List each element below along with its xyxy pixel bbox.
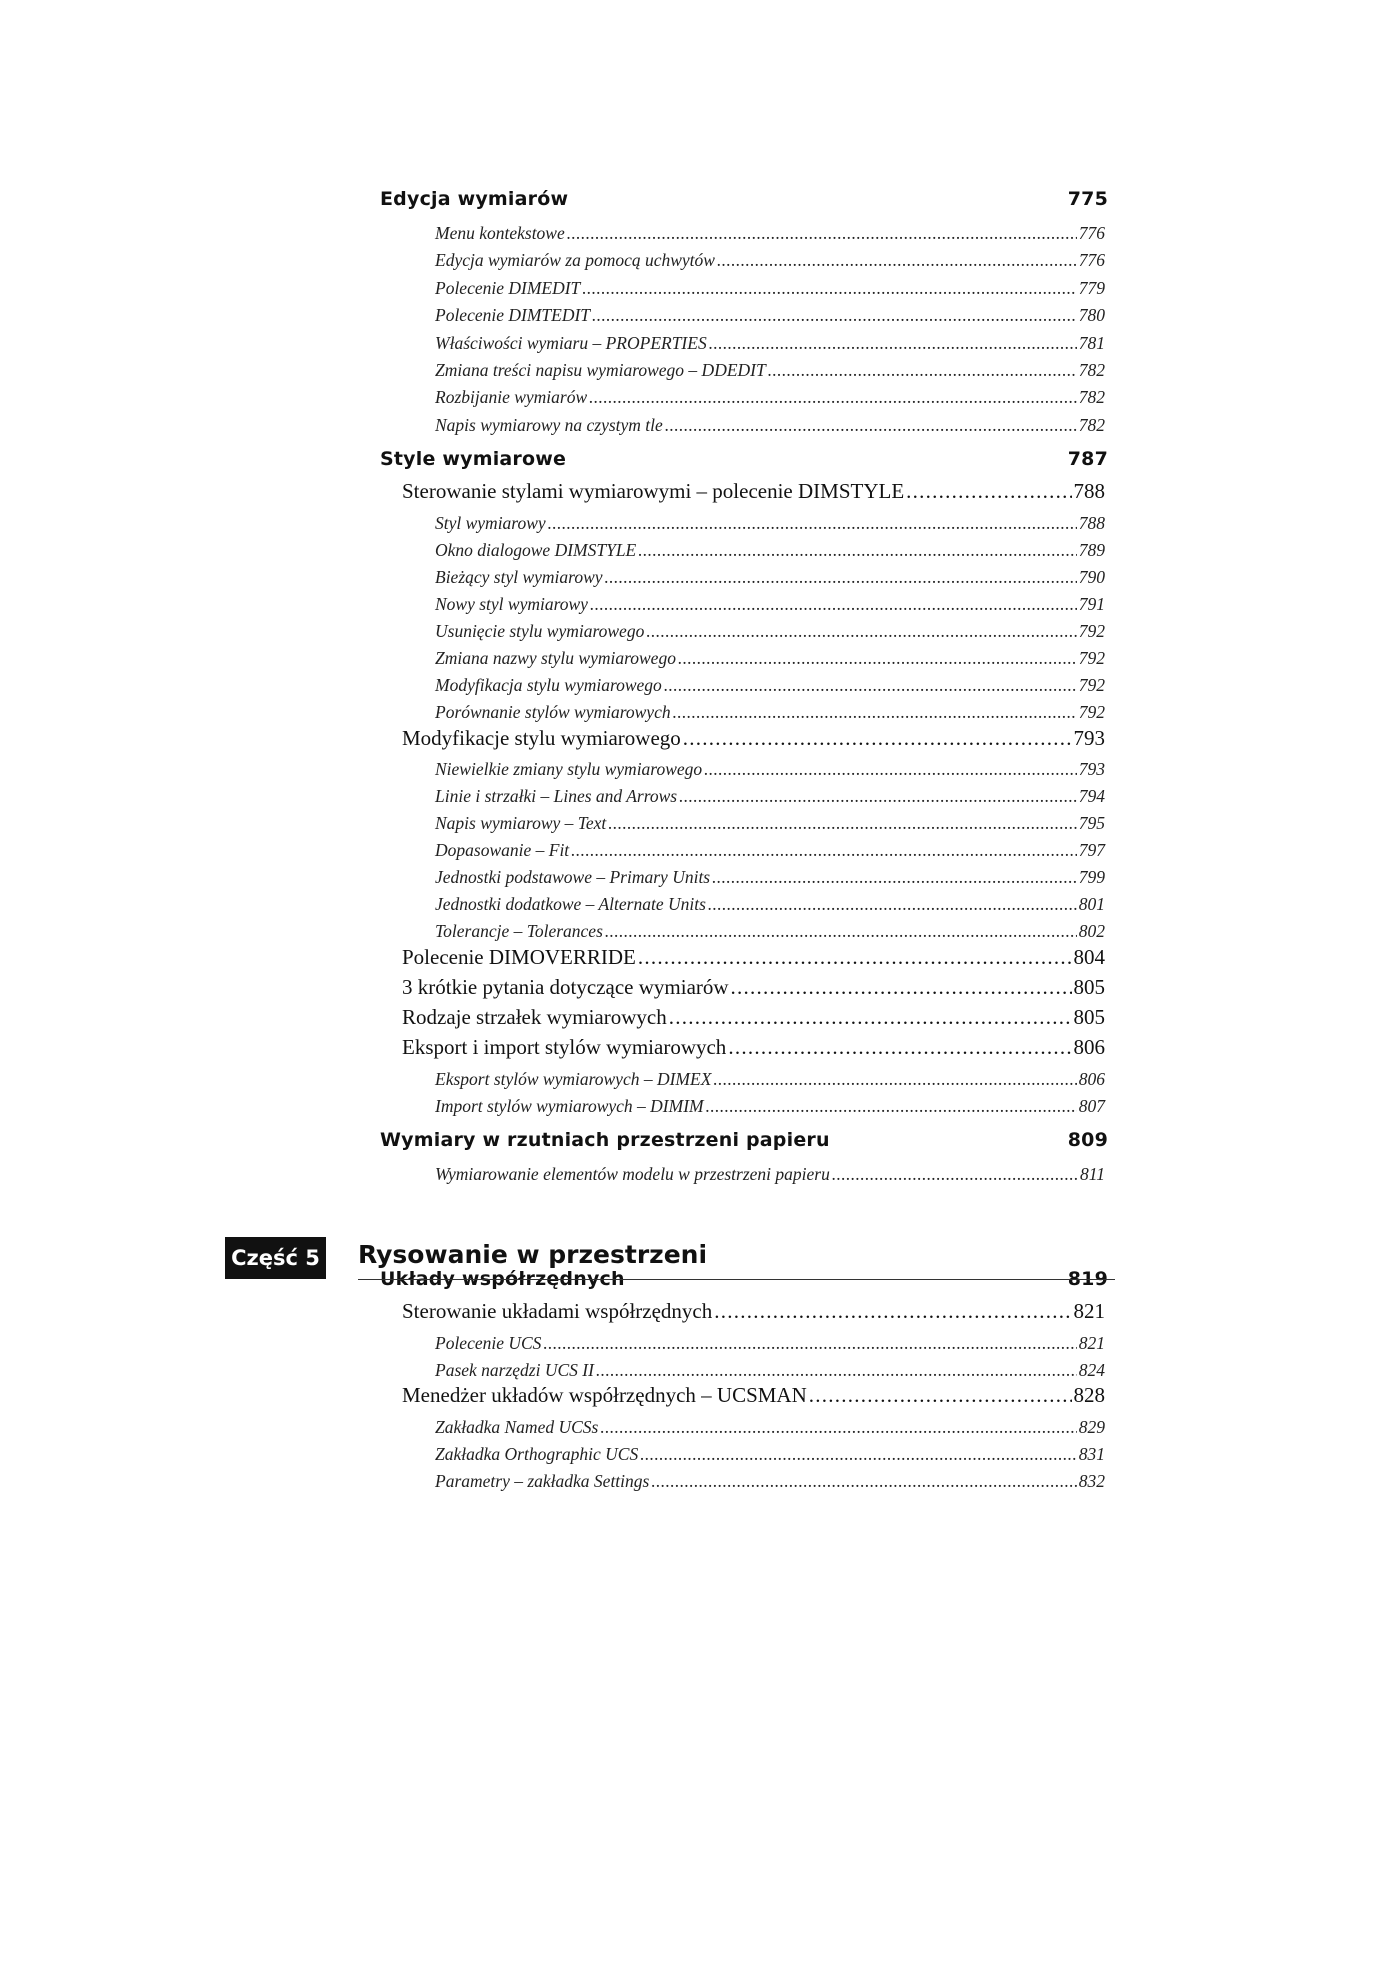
dot-leader xyxy=(665,415,1077,436)
entry-page-number: 790 xyxy=(1078,567,1105,587)
chapter-page-number: 775 xyxy=(1067,188,1108,210)
toc-subsection-entry[interactable] xyxy=(435,1444,1105,1465)
entry-page-number: 782 xyxy=(1078,387,1105,407)
toc-subsection-entry[interactable] xyxy=(435,867,1105,888)
entry-title: Rodzaje strzałek wymiarowych xyxy=(402,1005,667,1029)
dot-leader xyxy=(638,540,1077,561)
part-divider xyxy=(358,1279,1115,1280)
entry-page-number: 804 xyxy=(1073,945,1105,969)
entry-title: Modyfikacje stylu wymiarowego xyxy=(402,726,681,750)
entry-page-number: 791 xyxy=(1078,594,1105,614)
entry-page-number: 776 xyxy=(1078,250,1105,270)
entry-title: Menu kontekstowe xyxy=(435,223,565,243)
entry-title: Usunięcie stylu wymiarowego xyxy=(435,621,645,641)
dot-leader xyxy=(596,1360,1077,1381)
entry-title: Sterowanie układami współrzędnych xyxy=(402,1299,713,1323)
entry-page-number: 811 xyxy=(1080,1164,1105,1184)
dot-leader xyxy=(714,1299,1071,1324)
toc-subsection-entry[interactable] xyxy=(435,1096,1105,1117)
entry-title: Sterowanie stylami wymiarowymi – polecenie DIMSTYLE xyxy=(402,479,905,503)
toc-subsection-entry[interactable] xyxy=(435,840,1105,861)
entry-page-number: 792 xyxy=(1078,675,1105,695)
dot-leader xyxy=(600,1417,1076,1438)
entry-page-number: 793 xyxy=(1073,726,1105,750)
toc-subsection-entry[interactable] xyxy=(435,1471,1105,1492)
toc-section-entry[interactable] xyxy=(402,975,1105,1000)
toc-subsection-entry[interactable] xyxy=(435,567,1105,588)
dot-leader xyxy=(605,567,1077,588)
toc-subsection-entry[interactable] xyxy=(435,305,1105,326)
entry-page-number: 806 xyxy=(1078,1069,1105,1089)
entry-title: Napis wymiarowy na czystym tle xyxy=(435,415,663,435)
toc-subsection-entry[interactable] xyxy=(435,333,1105,354)
entry-title: Napis wymiarowy – Text xyxy=(435,813,607,833)
dot-leader xyxy=(651,1471,1076,1492)
chapter-heading[interactable] xyxy=(0,180,1400,218)
chapter-heading[interactable] xyxy=(0,1121,1400,1159)
toc-subsection-entry[interactable] xyxy=(435,648,1105,669)
entry-page-number: 795 xyxy=(1078,813,1105,833)
dot-leader xyxy=(679,786,1077,807)
entry-title: Niewielkie zmiany stylu wymiarowego xyxy=(435,759,703,779)
toc-section-entry[interactable] xyxy=(402,1299,1105,1324)
toc-subsection-entry[interactable] xyxy=(435,1164,1105,1185)
entry-title: Linie i strzałki – Lines and Arrows xyxy=(435,786,678,806)
dot-leader xyxy=(706,1096,1077,1117)
dot-leader xyxy=(683,726,1072,751)
entry-page-number: 805 xyxy=(1073,975,1105,999)
toc-subsection-entry[interactable] xyxy=(435,921,1105,942)
dot-leader xyxy=(709,333,1077,354)
dot-leader xyxy=(548,513,1077,534)
entry-page-number: 781 xyxy=(1078,333,1105,353)
toc-subsection-entry[interactable] xyxy=(435,1417,1105,1438)
toc-subsection-entry[interactable] xyxy=(435,513,1105,534)
entry-page-number: 799 xyxy=(1078,867,1105,887)
toc-subsection-entry[interactable] xyxy=(435,250,1105,271)
entry-title: Tolerancje – Tolerances xyxy=(435,921,603,941)
entry-title: Polecenie DIMTEDIT xyxy=(435,305,591,325)
toc-subsection-entry[interactable] xyxy=(435,387,1105,408)
entry-page-number: 779 xyxy=(1078,278,1105,298)
entry-title: Menedżer układów współrzędnych – UCSMAN xyxy=(402,1383,807,1407)
dot-leader xyxy=(768,360,1077,381)
entry-page-number: 789 xyxy=(1078,540,1105,560)
entry-page-number: 782 xyxy=(1078,415,1105,435)
entry-title: Rozbijanie wymiarów xyxy=(435,387,588,407)
toc-subsection-entry[interactable] xyxy=(435,786,1105,807)
entry-title: Modyfikacja stylu wymiarowego xyxy=(435,675,662,695)
toc-subsection-entry[interactable] xyxy=(435,1069,1105,1090)
entry-title: Jednostki dodatkowe – Alternate Units xyxy=(435,894,706,914)
toc-subsection-entry[interactable] xyxy=(435,278,1105,299)
entry-title: Polecenie DIMOVERRIDE xyxy=(402,945,636,969)
entry-page-number: 776 xyxy=(1078,223,1105,243)
chapter-heading[interactable] xyxy=(0,440,1400,478)
toc-subsection-entry[interactable] xyxy=(435,594,1105,615)
toc-section-entry[interactable] xyxy=(402,726,1105,751)
dot-leader xyxy=(590,594,1077,615)
dot-leader xyxy=(646,621,1076,642)
toc-subsection-entry[interactable] xyxy=(435,360,1105,381)
toc-section-entry[interactable] xyxy=(402,1005,1105,1030)
dot-leader xyxy=(713,1069,1076,1090)
entry-title: Polecenie UCS xyxy=(435,1333,542,1353)
entry-page-number: 821 xyxy=(1078,1333,1105,1353)
entry-title: Porównanie stylów wymiarowych xyxy=(435,702,671,722)
entry-page-number: 805 xyxy=(1073,1005,1105,1029)
dot-leader xyxy=(567,223,1077,244)
toc-subsection-entry[interactable] xyxy=(435,894,1105,915)
dot-leader xyxy=(571,840,1077,861)
entry-title: Polecenie DIMEDIT xyxy=(435,278,581,298)
part-label-box xyxy=(225,1237,326,1279)
chapter-title: Układy współrzędnych xyxy=(380,1268,625,1290)
toc-subsection-entry[interactable] xyxy=(435,675,1105,696)
dot-leader xyxy=(731,975,1072,1000)
chapter-title: Wymiary w rzutniach przestrzeni papieru xyxy=(380,1129,830,1151)
entry-title: Wymiarowanie elementów modelu w przestrzeni papieru xyxy=(435,1164,830,1184)
dot-leader xyxy=(605,921,1077,942)
entry-page-number: 828 xyxy=(1073,1383,1105,1407)
entry-title: Pasek narzędzi UCS II xyxy=(435,1360,594,1380)
entry-title: Parametry – zakładka Settings xyxy=(435,1471,650,1491)
entry-page-number: 788 xyxy=(1078,513,1105,533)
chapter-page-number: 819 xyxy=(1067,1268,1108,1290)
part-title: Rysowanie w przestrzeni xyxy=(358,1240,708,1269)
entry-title: Styl wymiarowy xyxy=(435,513,546,533)
entry-title: Jednostki podstawowe – Primary Units xyxy=(435,867,711,887)
entry-title: Eksport i import stylów wymiarowych xyxy=(402,1035,727,1059)
chapter-title: Style wymiarowe xyxy=(380,448,567,470)
dot-leader xyxy=(673,702,1077,723)
entry-page-number: 793 xyxy=(1078,759,1105,779)
dot-leader xyxy=(638,945,1072,970)
toc-subsection-entry[interactable] xyxy=(435,1360,1105,1381)
entry-title: Nowy styl wymiarowy xyxy=(435,594,588,614)
entry-page-number: 806 xyxy=(1073,1035,1105,1059)
entry-page-number: 821 xyxy=(1073,1299,1105,1323)
entry-page-number: 832 xyxy=(1078,1471,1105,1491)
entry-title: 3 krótkie pytania dotyczące wymiarów xyxy=(402,975,729,999)
toc-subsection-entry[interactable] xyxy=(435,813,1105,834)
dot-leader xyxy=(640,1444,1077,1465)
entry-page-number: 824 xyxy=(1078,1360,1105,1380)
dot-leader xyxy=(669,1005,1072,1030)
part-label: Część 5 xyxy=(231,1246,320,1270)
chapter-page-number: 787 xyxy=(1067,448,1108,470)
dot-leader xyxy=(832,1164,1078,1185)
entry-page-number: 792 xyxy=(1078,621,1105,641)
entry-page-number: 792 xyxy=(1078,648,1105,668)
entry-title: Edycja wymiarów za pomocą uchwytów xyxy=(435,250,715,270)
entry-title: Import stylów wymiarowych – DIMIM xyxy=(435,1096,704,1116)
dot-leader xyxy=(906,479,1071,504)
dot-leader xyxy=(717,250,1077,271)
toc-section-entry[interactable] xyxy=(402,479,1105,504)
entry-title: Dopasowanie – Fit xyxy=(435,840,570,860)
entry-title: Zakładka Named UCSs xyxy=(435,1417,599,1437)
dot-leader xyxy=(592,305,1077,326)
entry-page-number: 831 xyxy=(1078,1444,1105,1464)
dot-leader xyxy=(664,675,1077,696)
toc-section-entry[interactable] xyxy=(402,1035,1105,1060)
entry-title: Bieżący styl wymiarowy xyxy=(435,567,603,587)
entry-page-number: 829 xyxy=(1078,1417,1105,1437)
entry-title: Zmiana nazwy stylu wymiarowego xyxy=(435,648,676,668)
toc-subsection-entry[interactable] xyxy=(435,415,1105,436)
toc-subsection-entry[interactable] xyxy=(435,621,1105,642)
entry-title: Właściwości wymiaru – PROPERTIES xyxy=(435,333,707,353)
toc-subsection-entry[interactable] xyxy=(435,540,1105,561)
entry-title: Zakładka Orthographic UCS xyxy=(435,1444,639,1464)
dot-leader xyxy=(608,813,1076,834)
entry-page-number: 807 xyxy=(1078,1096,1105,1116)
dot-leader xyxy=(704,759,1077,780)
entry-page-number: 801 xyxy=(1078,894,1105,914)
dot-leader xyxy=(728,1035,1071,1060)
entry-page-number: 782 xyxy=(1078,360,1105,380)
entry-title: Zmiana treści napisu wymiarowego – DDEDIT xyxy=(435,360,766,380)
chapter-page-number: 809 xyxy=(1067,1129,1108,1151)
entry-title: Okno dialogowe DIMSTYLE xyxy=(435,540,637,560)
entry-page-number: 780 xyxy=(1078,305,1105,325)
entry-page-number: 788 xyxy=(1073,479,1105,503)
dot-leader xyxy=(809,1383,1072,1408)
entry-page-number: 792 xyxy=(1078,702,1105,722)
dot-leader xyxy=(543,1333,1076,1354)
entry-page-number: 797 xyxy=(1078,840,1105,860)
toc-subsection-entry[interactable] xyxy=(435,223,1105,244)
chapter-title: Edycja wymiarów xyxy=(380,188,569,210)
toc-subsection-entry[interactable] xyxy=(435,702,1105,723)
entry-title: Eksport stylów wymiarowych – DIMEX xyxy=(435,1069,712,1089)
toc-section-entry[interactable] xyxy=(402,1383,1105,1408)
dot-leader xyxy=(708,894,1077,915)
toc-subsection-entry[interactable] xyxy=(435,759,1105,780)
toc-subsection-entry[interactable] xyxy=(435,1333,1105,1354)
dot-leader xyxy=(678,648,1077,669)
entry-page-number: 802 xyxy=(1078,921,1105,941)
dot-leader xyxy=(582,278,1076,299)
dot-leader xyxy=(589,387,1077,408)
toc-section-entry[interactable] xyxy=(402,945,1105,970)
entry-page-number: 794 xyxy=(1078,786,1105,806)
dot-leader xyxy=(712,867,1077,888)
